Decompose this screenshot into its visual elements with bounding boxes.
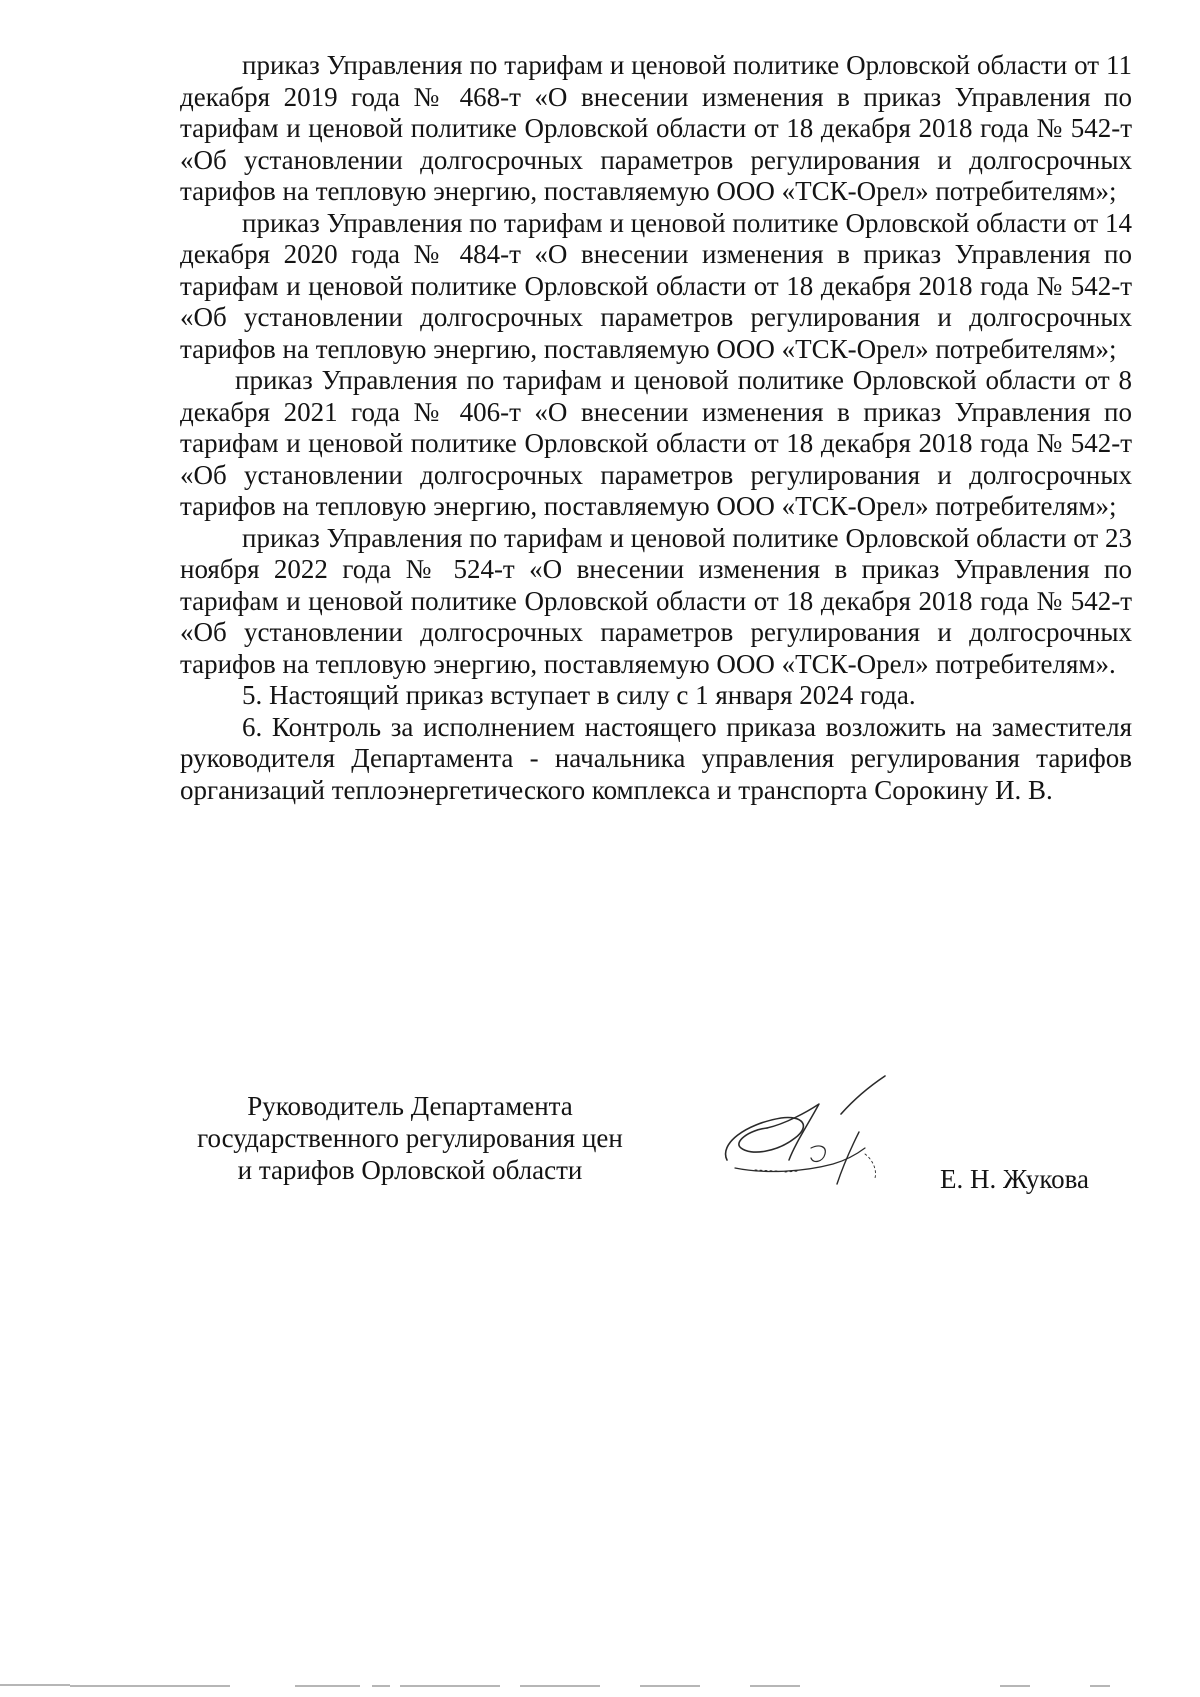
handwritten-signature bbox=[715, 1074, 920, 1194]
signer-position-line: государственного регулирования цен bbox=[197, 1123, 623, 1153]
signer-position-line: и тарифов Орловской области bbox=[237, 1155, 583, 1185]
scan-edge-marks bbox=[0, 1683, 1200, 1689]
paragraph-item-5: 5. Настоящий приказ вступает в силу с 1 января 2024 года. bbox=[242, 680, 916, 710]
paragraph-item-6: 6. Контроль за исполнением настоящего приказа возложить на заместителя руководителя Департамента - начальника управления регулирования тарифов организаций теплоэнергетического комплекса и транспорта Сорокину И. В. bbox=[180, 711, 1132, 805]
signer-position bbox=[170, 1090, 650, 1186]
paragraph-order-2019: приказ Управления по тарифам и ценовой политике Орловской области от 11 декабря 2019 года № 468-т «О внесении изменения в приказ Управления по тарифам и ценовой политике Орловской области от 18 декабря 2018 года № 542-т «Об установлении долгосрочных параметров регулирования и долгосрочных тарифов на тепловую энергию, поставляемую ООО «ТСК-Орел» потребителям»; bbox=[180, 50, 1132, 206]
document-body bbox=[180, 50, 1132, 806]
paragraph-order-2021: приказ Управления по тарифам и ценовой политике Орловской области от 8 декабря 2021 года № 406-т «О внесении изменения в приказ Управления по тарифам и ценовой политике Орловской области от 18 декабря 2018 года № 542-т «Об установлении долгосрочных параметров регулирования и долгосрочных тарифов на тепловую энергию, поставляемую ООО «ТСК-Орел» потребителям»; bbox=[180, 365, 1132, 521]
paragraph-order-2022: приказ Управления по тарифам и ценовой политике Орловской области от 23 ноября 2022 года № 524-т «О внесении изменения в приказ Управления по тарифам и ценовой политике Орловской области от 18 декабря 2018 года № 542-т «Об установлении долгосрочных параметров регулирования и долгосрочных тарифов на тепловую энергию, поставляемую ООО «ТСК-Орел» потребителям». bbox=[180, 522, 1132, 679]
signature-block bbox=[0, 1090, 1200, 1210]
signer-position-line: Руководитель Департамента bbox=[247, 1091, 573, 1121]
paragraph-order-2020: приказ Управления по тарифам и ценовой политике Орловской области от 14 декабря 2020 года № 484-т «О внесении изменения в приказ Управления по тарифам и ценовой политике Орловской области от 18 декабря 2018 года № 542-т «Об установлении долгосрочных параметров регулирования и долгосрочных тарифов на тепловую энергию, поставляемую ООО «ТСК-Орел» потребителям»; bbox=[180, 207, 1132, 364]
signer-name: Е. Н. Жукова bbox=[940, 1164, 1089, 1194]
